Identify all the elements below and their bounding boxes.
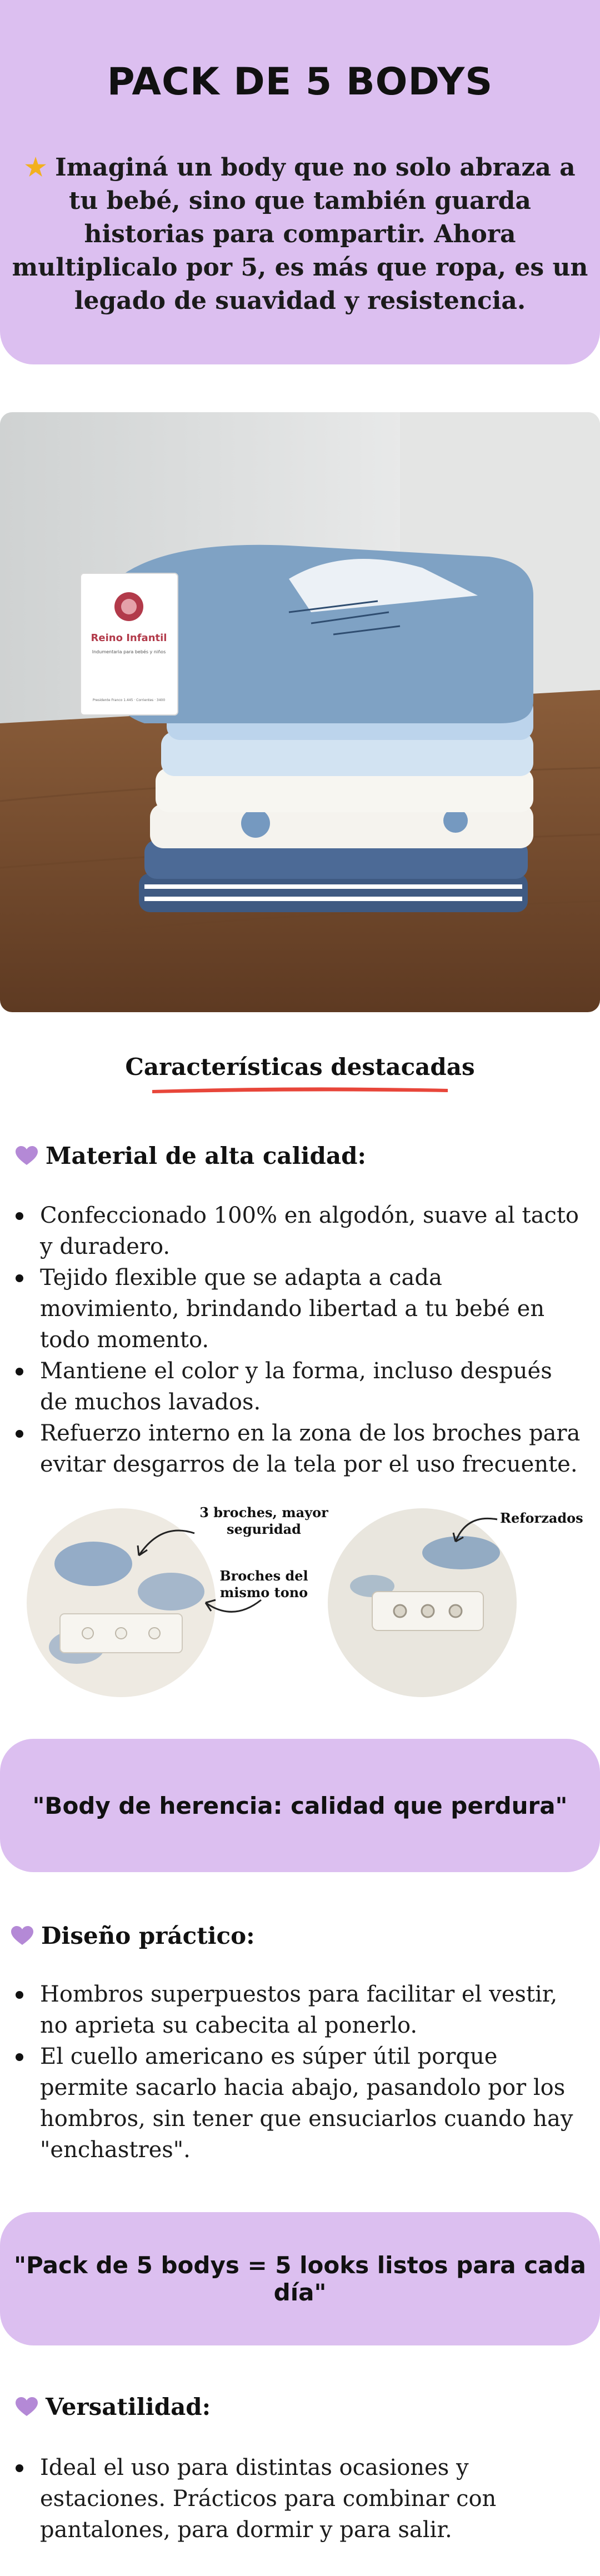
hero-description-text: Imaginá un body que no solo abraza a tu bebé, sino que también guarda historias para compartir. Ahora multiplicalo por 5, es más que ropa, es un legado de suavidad y resistencia. [12,153,588,315]
design-list [16,1979,582,2165]
tag-footer: Presidente Franco 1.445 · Corrientes · 3400 [92,698,166,702]
versatility-title: Versatilidad: [46,2393,211,2420]
heart-icon [16,2397,38,2417]
callout-three-snaps: 3 broches, mayor seguridad [199,1504,328,1537]
quote-text: "Body de herencia: calidad que perdura" [32,1792,568,1819]
list-item: Mantiene el color y la forma, incluso después de muchos lavados. [16,1355,582,1418]
design-title: Diseño práctico: [41,1922,255,1949]
page-title: PACK DE 5 BODYS [107,60,493,104]
material-title: Material de alta calidad: [46,1142,366,1169]
tag-subtitle: Indumentaria para bebés y niños [92,649,166,654]
list-item: Refuerzo interno en la zona de los broches para evitar desgarros de la tela por el uso frecuente. [16,1418,582,1480]
features-heading: Características destacadas [125,1053,475,1081]
list-item: Hombros superpuestos para facilitar el vestir, no aprieta su cabecita al ponerlo. [16,1979,582,2041]
reinforced-arrow [444,1508,500,1553]
quote-banner-looks [0,2212,600,2345]
design-heading [11,1922,255,1949]
heart-icon [16,1146,38,1166]
material-list [16,1200,582,1480]
heart-icon [11,1926,33,1946]
list-item: Ideal el uso para distintas ocasiones y estaciones. Prácticos para combinar con pantalones, para dormir y para salir. [16,2452,582,2545]
product-photo [0,412,600,1012]
tag-brand: Reino Infantil [91,632,167,644]
quote-banner-heritage [0,1739,600,1872]
list-item: Confeccionado 100% en algodón, suave al tacto y duradero. [16,1200,582,1262]
callout-reinforced: Reforzados [500,1510,583,1526]
list-item: Tejido flexible que se adapta a cada movimiento, brindando libertad a tu bebé en todo momento. [16,1262,582,1355]
versatility-heading [16,2393,211,2420]
heading-underline [150,1084,450,1094]
callout-arrows [128,1511,328,1622]
callout-same-tone: Broches del mismo tono [219,1568,308,1600]
versatility-list [16,2452,582,2545]
hero-description [11,151,589,318]
star-icon: ★ [24,153,47,182]
list-item: El cuello americano es súper útil porque permite sacarlo hacia abajo, pasandolo por los hombros, sin tener que ensuciarlos cuando hay "enchastres". [16,2041,582,2165]
material-heading [16,1142,366,1169]
quote-text: "Pack de 5 bodys = 5 looks listos para cada día" [14,2252,586,2306]
